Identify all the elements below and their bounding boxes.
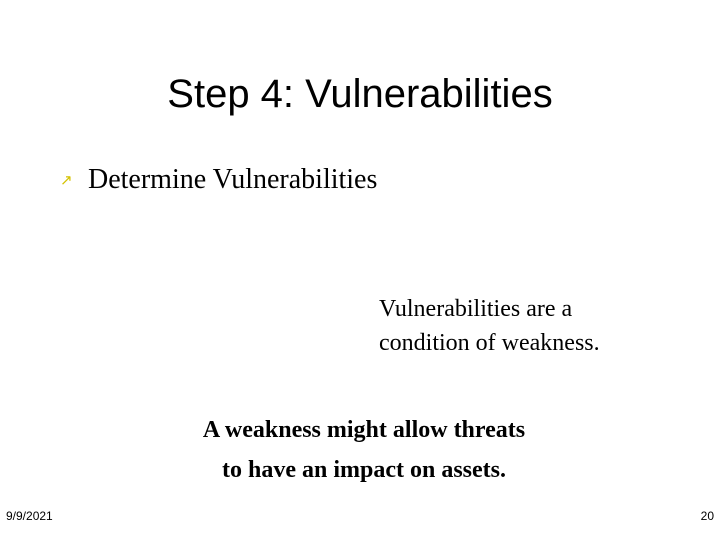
bullet-text: Determine Vulnerabilities <box>88 164 378 195</box>
slide-title: Step 4: Vulnerabilities <box>167 72 553 116</box>
emphasis-text <box>120 410 608 490</box>
emphasis-line-1: A weakness might allow threats <box>202 417 526 443</box>
bullet-item <box>60 160 377 200</box>
page-number: 20 <box>700 509 714 523</box>
definition-line-2: condition of weakness. <box>379 330 600 356</box>
emphasis-line-2: to have an impact on assets. <box>221 457 506 483</box>
definition-line-1: Vulnerabilities are a <box>379 296 573 322</box>
definition-text <box>379 292 600 360</box>
arrow-up-right-icon: ↗ <box>60 171 73 189</box>
footer-date: 9/9/2021 <box>6 509 53 523</box>
